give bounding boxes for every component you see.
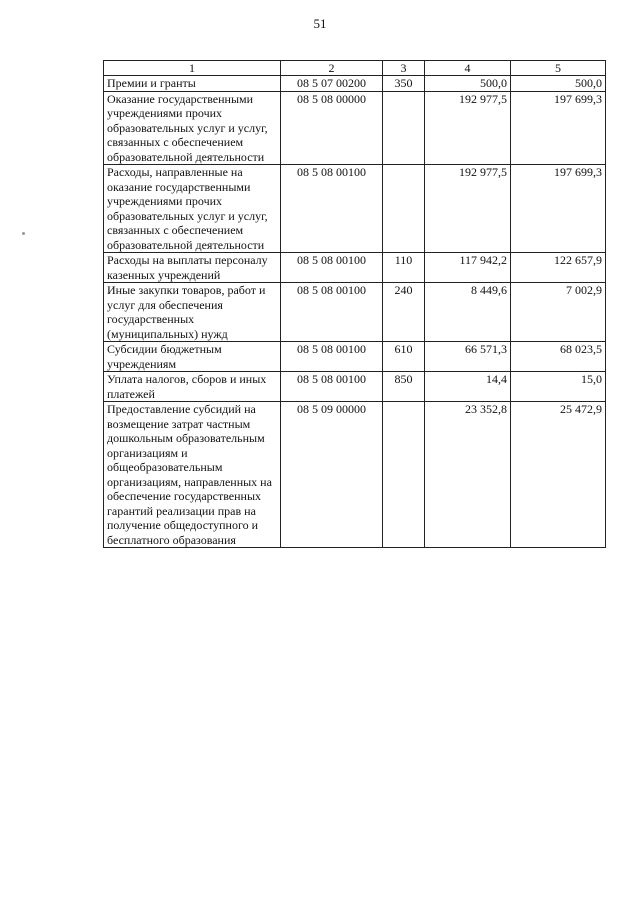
row-expense-type bbox=[383, 402, 425, 548]
row-code: 08 5 08 00100 bbox=[281, 372, 383, 402]
column-header: 5 bbox=[511, 61, 606, 76]
row-name: Премии и гранты bbox=[104, 76, 281, 92]
row-value-col5: 122 657,9 bbox=[511, 253, 606, 283]
row-name: Расходы, направленные на оказание государственными учреждениями прочих образовательных услуг и услуг, связанных с обеспечением образовательной деятельности bbox=[104, 165, 281, 253]
row-name: Расходы на выплаты персоналу казенных учреждений bbox=[104, 253, 281, 283]
row-value-col5: 500,0 bbox=[511, 76, 606, 92]
column-header: 2 bbox=[281, 61, 383, 76]
table-row bbox=[104, 283, 606, 342]
row-code: 08 5 08 00100 bbox=[281, 165, 383, 253]
row-value-col4: 66 571,3 bbox=[425, 342, 511, 372]
row-value-col5: 7 002,9 bbox=[511, 283, 606, 342]
table-row bbox=[104, 91, 606, 165]
table-row bbox=[104, 253, 606, 283]
row-value-col4: 192 977,5 bbox=[425, 165, 511, 253]
row-value-col5: 25 472,9 bbox=[511, 402, 606, 548]
row-code: 08 5 08 00100 bbox=[281, 253, 383, 283]
row-expense-type bbox=[383, 91, 425, 165]
row-name: Предоставление субсидий на возмещение затрат частным дошкольным образовательным организациям и общеобразовательным организациям, направленных на обеспечение государственных гарантий реализации прав на получение общедоступного и бесплатного образования bbox=[104, 402, 281, 548]
table-row bbox=[104, 165, 606, 253]
scan-dot bbox=[22, 232, 25, 235]
row-expense-type: 110 bbox=[383, 253, 425, 283]
row-value-col4: 192 977,5 bbox=[425, 91, 511, 165]
row-value-col5: 68 023,5 bbox=[511, 342, 606, 372]
row-code: 08 5 08 00100 bbox=[281, 283, 383, 342]
page-number: 51 bbox=[313, 16, 327, 31]
column-header: 4 bbox=[425, 61, 511, 76]
row-name: Иные закупки товаров, работ и услуг для обеспечения государственных (муниципальных) нужд bbox=[104, 283, 281, 342]
row-value-col5: 15,0 bbox=[511, 372, 606, 402]
row-name: Уплата налогов, сборов и иных платежей bbox=[104, 372, 281, 402]
table-row bbox=[104, 372, 606, 402]
row-value-col4: 8 449,6 bbox=[425, 283, 511, 342]
row-code: 08 5 08 00100 bbox=[281, 342, 383, 372]
row-value-col5: 197 699,3 bbox=[511, 165, 606, 253]
row-expense-type: 240 bbox=[383, 283, 425, 342]
row-code: 08 5 07 00200 bbox=[281, 76, 383, 92]
column-header: 1 bbox=[104, 61, 281, 76]
row-name: Оказание государственными учреждениями прочих образовательных услуг и услуг, связанных с обеспечением образовательной деятельности bbox=[104, 91, 281, 165]
table-row bbox=[104, 76, 606, 92]
budget-table bbox=[103, 60, 606, 548]
row-value-col4: 500,0 bbox=[425, 76, 511, 92]
table-row bbox=[104, 402, 606, 548]
row-code: 08 5 09 00000 bbox=[281, 402, 383, 548]
header-row bbox=[104, 61, 606, 76]
row-value-col4: 23 352,8 bbox=[425, 402, 511, 548]
row-code: 08 5 08 00000 bbox=[281, 91, 383, 165]
row-expense-type: 350 bbox=[383, 76, 425, 92]
table-row bbox=[104, 342, 606, 372]
row-name: Субсидии бюджетным учреждениям bbox=[104, 342, 281, 372]
row-value-col5: 197 699,3 bbox=[511, 91, 606, 165]
row-expense-type bbox=[383, 165, 425, 253]
row-value-col4: 14,4 bbox=[425, 372, 511, 402]
column-header: 3 bbox=[383, 61, 425, 76]
row-expense-type: 850 bbox=[383, 372, 425, 402]
row-value-col4: 117 942,2 bbox=[425, 253, 511, 283]
row-expense-type: 610 bbox=[383, 342, 425, 372]
